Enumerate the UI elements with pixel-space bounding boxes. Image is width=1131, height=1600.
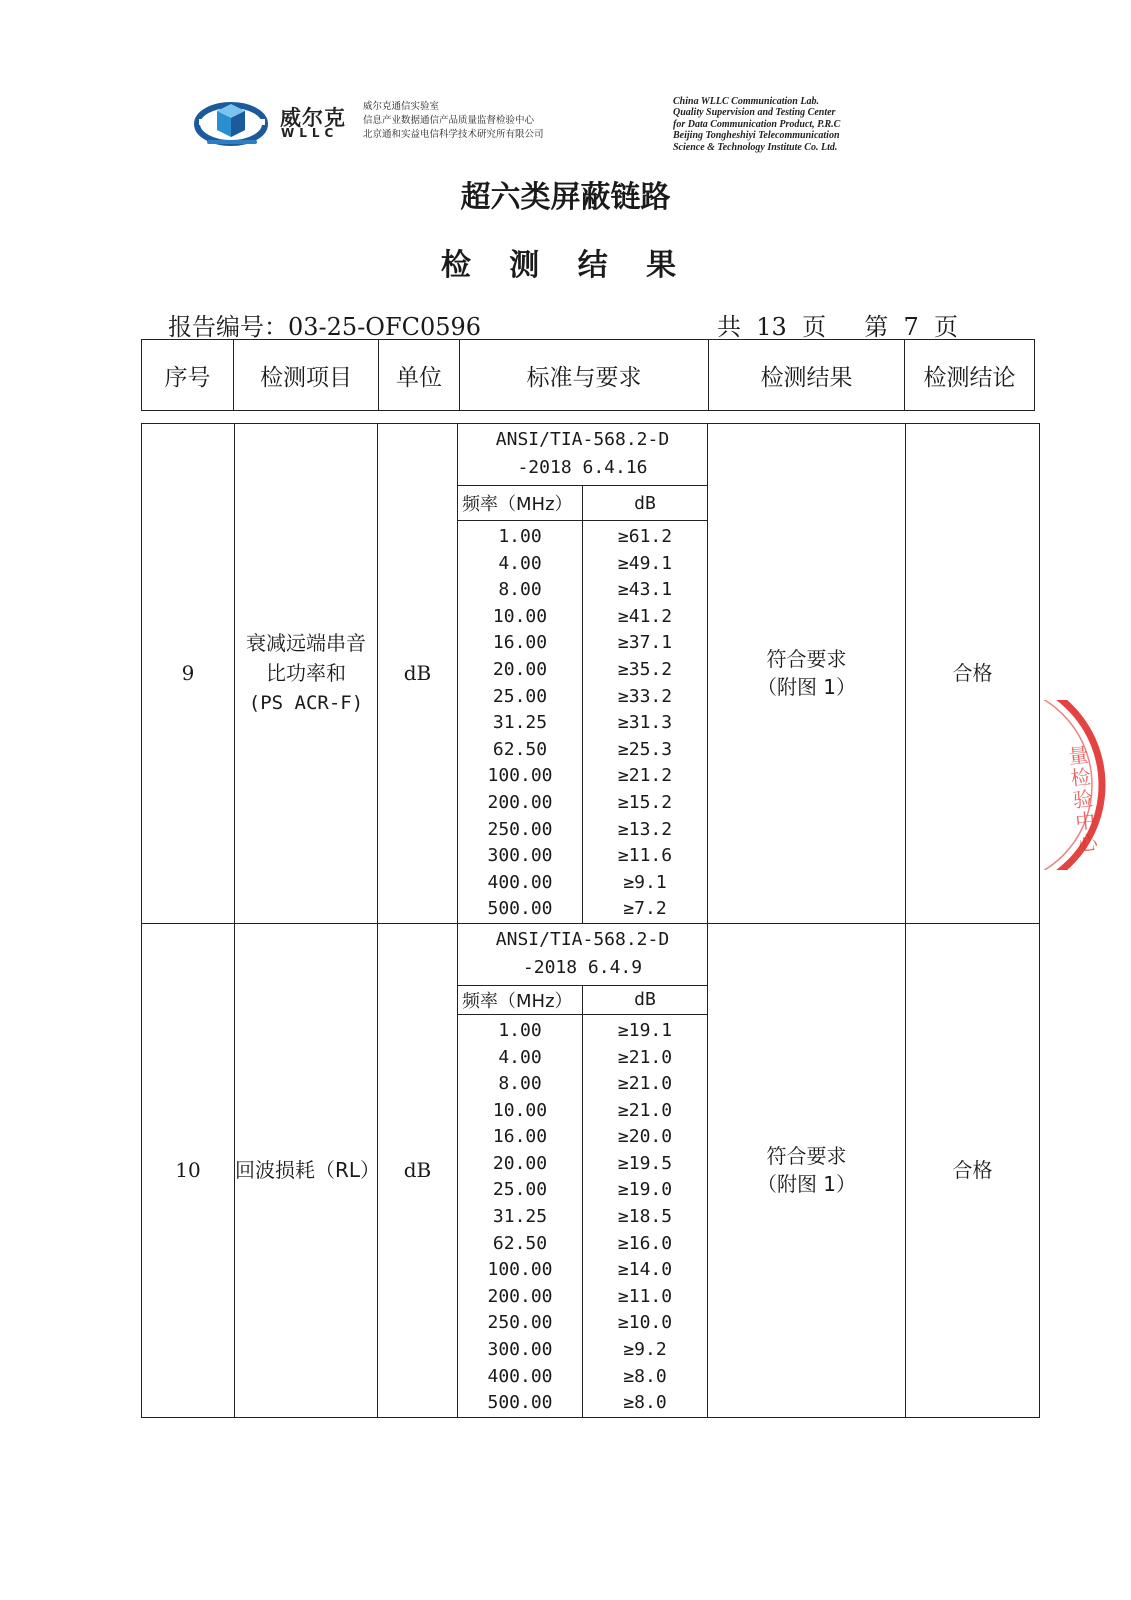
standard-line: -2018 6.4.16 xyxy=(517,457,648,478)
column-header-unit: 单位 xyxy=(379,340,460,411)
test-item xyxy=(235,424,378,924)
list-value: ≥9.2 xyxy=(623,1339,667,1361)
test-item xyxy=(235,923,381,1417)
test-conclusion: 合格 xyxy=(906,424,1040,924)
list-value: 8.00 xyxy=(498,579,542,601)
org-line: 信息产业数据通信产品质量监督检验中心 xyxy=(363,115,535,126)
table-row xyxy=(142,424,1040,924)
list-value: 31.25 xyxy=(492,712,548,734)
results-header-table xyxy=(141,339,1035,411)
seal-stamp-icon xyxy=(1040,700,1131,870)
list-value: ≥21.0 xyxy=(617,1046,673,1068)
list-value: 16.00 xyxy=(492,1126,548,1148)
org-names-english xyxy=(673,96,840,153)
test-result-line: （附图 1） xyxy=(756,675,857,700)
list-value: ≥14.0 xyxy=(617,1259,673,1281)
org-line: Quality Supervision and Testing Center xyxy=(673,107,836,119)
page-number: 7 xyxy=(903,313,919,341)
list-value: 100.00 xyxy=(487,765,553,787)
list-value: 1.00 xyxy=(498,526,542,547)
list-value: ≥61.2 xyxy=(617,526,673,547)
list-value: ≥37.1 xyxy=(617,632,673,654)
list-value: 16.00 xyxy=(492,632,548,654)
list-value: 300.00 xyxy=(487,845,553,867)
org-line: for Data Communication Product, P.R.C xyxy=(673,118,841,130)
list-value: 200.00 xyxy=(487,791,553,813)
list-value: 250.00 xyxy=(487,1312,553,1334)
org-line: China WLLC Communication Lab. xyxy=(673,96,819,107)
list-value: ≥33.2 xyxy=(617,685,673,707)
list-value: ≥10.0 xyxy=(617,1312,673,1334)
org-line: 威尔克通信实验室 xyxy=(363,101,440,112)
frequency-list xyxy=(458,521,583,923)
list-value: 8.00 xyxy=(498,1073,542,1095)
list-value: ≥20.0 xyxy=(617,1126,673,1148)
page-info xyxy=(717,307,958,342)
column-header-standard: 标准与要求 xyxy=(460,340,709,411)
list-value: ≥16.0 xyxy=(617,1232,673,1254)
page-prefix: 第 xyxy=(864,313,889,341)
test-result-line: （附图 1） xyxy=(756,1172,857,1197)
test-item-line: 衰减远端串音 xyxy=(246,631,366,656)
standard-cell xyxy=(458,424,708,924)
list-value: 250.00 xyxy=(487,818,553,840)
list-value: 25.00 xyxy=(492,1179,548,1201)
org-line: 北京通和实益电信科学技术研究所有限公司 xyxy=(363,129,544,140)
total-pages: 13 xyxy=(756,313,787,341)
total-pages-suffix: 页 xyxy=(802,313,827,341)
column-header-no: 序号 xyxy=(142,340,234,411)
list-value: ≥35.2 xyxy=(617,658,673,680)
list-value: ≥43.1 xyxy=(617,579,673,601)
frequency-list xyxy=(458,1014,583,1416)
list-value: 500.00 xyxy=(487,898,553,920)
test-result-line: 符合要求 xyxy=(766,647,847,672)
test-item-line: 回波损耗（RL） xyxy=(235,1158,381,1183)
test-conclusion: 合格 xyxy=(906,923,1040,1417)
document-subtitle: 检 测 结 果 xyxy=(440,248,691,283)
list-value: ≥11.6 xyxy=(617,845,673,867)
org-line: Science & Technology Institute Co. Ltd. xyxy=(673,141,838,153)
test-item-line: (PS ACR-F) xyxy=(248,692,364,715)
wllc-logo-icon xyxy=(193,100,271,148)
letterhead xyxy=(193,96,893,152)
list-value: ≥21.0 xyxy=(617,1073,673,1095)
total-pages-prefix: 共 xyxy=(717,313,741,341)
row-number: 10 xyxy=(142,923,235,1417)
standard-reference xyxy=(458,424,707,486)
seal-text: 量检验中心 xyxy=(1063,743,1100,856)
standard-reference xyxy=(458,924,707,986)
frequency-header xyxy=(458,486,583,521)
list-value: ≥9.1 xyxy=(623,871,667,893)
list-value: 20.00 xyxy=(492,1152,548,1174)
list-value: ≥8.0 xyxy=(623,1365,667,1387)
test-result xyxy=(708,923,906,1417)
frequency-header xyxy=(458,985,583,1014)
list-value: 400.00 xyxy=(487,1365,553,1387)
standard-requirements xyxy=(458,424,707,923)
org-names-chinese xyxy=(363,100,544,142)
list-value: 62.50 xyxy=(492,738,548,760)
unit: dB xyxy=(378,923,458,1417)
row-number: 9 xyxy=(142,424,235,924)
list-value: 10.00 xyxy=(492,1099,548,1121)
official-seal xyxy=(1040,700,1131,870)
list-value: ≥41.2 xyxy=(617,605,673,627)
list-value: 4.00 xyxy=(498,1046,542,1068)
list-value: ≥11.0 xyxy=(617,1285,673,1307)
standard-cell xyxy=(458,923,708,1417)
list-value: ≥19.1 xyxy=(617,1019,673,1041)
page-suffix: 页 xyxy=(934,313,959,341)
frequency-header-label: 频率（MHz） xyxy=(462,990,573,1012)
list-value: 500.00 xyxy=(487,1392,553,1414)
list-value: ≥49.1 xyxy=(617,552,673,574)
table-row xyxy=(142,923,1040,1417)
db-header: dB xyxy=(583,985,708,1014)
limit-list xyxy=(583,521,708,923)
logo-chinese-name: 威尔克 xyxy=(280,106,346,130)
list-value: ≥19.0 xyxy=(617,1179,673,1201)
list-value: ≥21.2 xyxy=(617,765,673,787)
list-value: 400.00 xyxy=(487,871,553,893)
report-number xyxy=(168,307,481,342)
list-value: 31.25 xyxy=(492,1206,548,1228)
list-value: 1.00 xyxy=(498,1019,542,1041)
standard-line: -2018 6.4.9 xyxy=(522,956,643,978)
logo-english-name: WLLC xyxy=(281,126,339,140)
list-value: 200.00 xyxy=(487,1285,553,1307)
list-value: 4.00 xyxy=(498,552,542,574)
list-value: 300.00 xyxy=(487,1339,553,1361)
test-item-line: 比功率和 xyxy=(266,661,346,686)
list-value: 62.50 xyxy=(492,1232,548,1254)
list-value: ≥21.0 xyxy=(617,1099,673,1121)
standard-requirements xyxy=(458,924,707,1417)
report-number-label: 报告编号： xyxy=(168,313,288,341)
unit: dB xyxy=(378,424,458,924)
column-header-conclusion: 检测结论 xyxy=(905,340,1035,411)
list-value: ≥25.3 xyxy=(617,738,673,760)
list-value: ≥18.5 xyxy=(617,1206,673,1228)
test-result-line: 符合要求 xyxy=(766,1144,847,1169)
list-value: 100.00 xyxy=(487,1259,553,1281)
test-result xyxy=(708,424,906,924)
list-value: 25.00 xyxy=(492,685,548,707)
list-value: ≥7.2 xyxy=(623,898,667,920)
results-table xyxy=(141,423,1040,1418)
limit-list xyxy=(583,1014,708,1416)
standard-line: ANSI/TIA-568.2-D xyxy=(495,429,670,450)
list-value: ≥15.2 xyxy=(617,791,673,813)
list-value: 20.00 xyxy=(492,658,548,680)
list-value: ≥19.5 xyxy=(617,1152,673,1174)
document-title: 超六类屏蔽链路 xyxy=(460,180,671,215)
db-header: dB xyxy=(583,486,708,521)
list-value: ≥8.0 xyxy=(623,1392,667,1414)
list-value: 10.00 xyxy=(492,605,548,627)
org-line: Beijing Tongheshiyi Telecommunication xyxy=(673,130,840,142)
column-header-result: 检测结果 xyxy=(709,340,905,411)
frequency-header-label: 频率（MHz） xyxy=(462,494,573,515)
list-value: ≥31.3 xyxy=(617,712,673,734)
list-value: ≥13.2 xyxy=(617,818,673,840)
standard-line: ANSI/TIA-568.2-D xyxy=(495,928,670,950)
column-header-item: 检测项目 xyxy=(234,340,379,411)
report-number-value: 03-25-OFC0596 xyxy=(288,313,482,341)
